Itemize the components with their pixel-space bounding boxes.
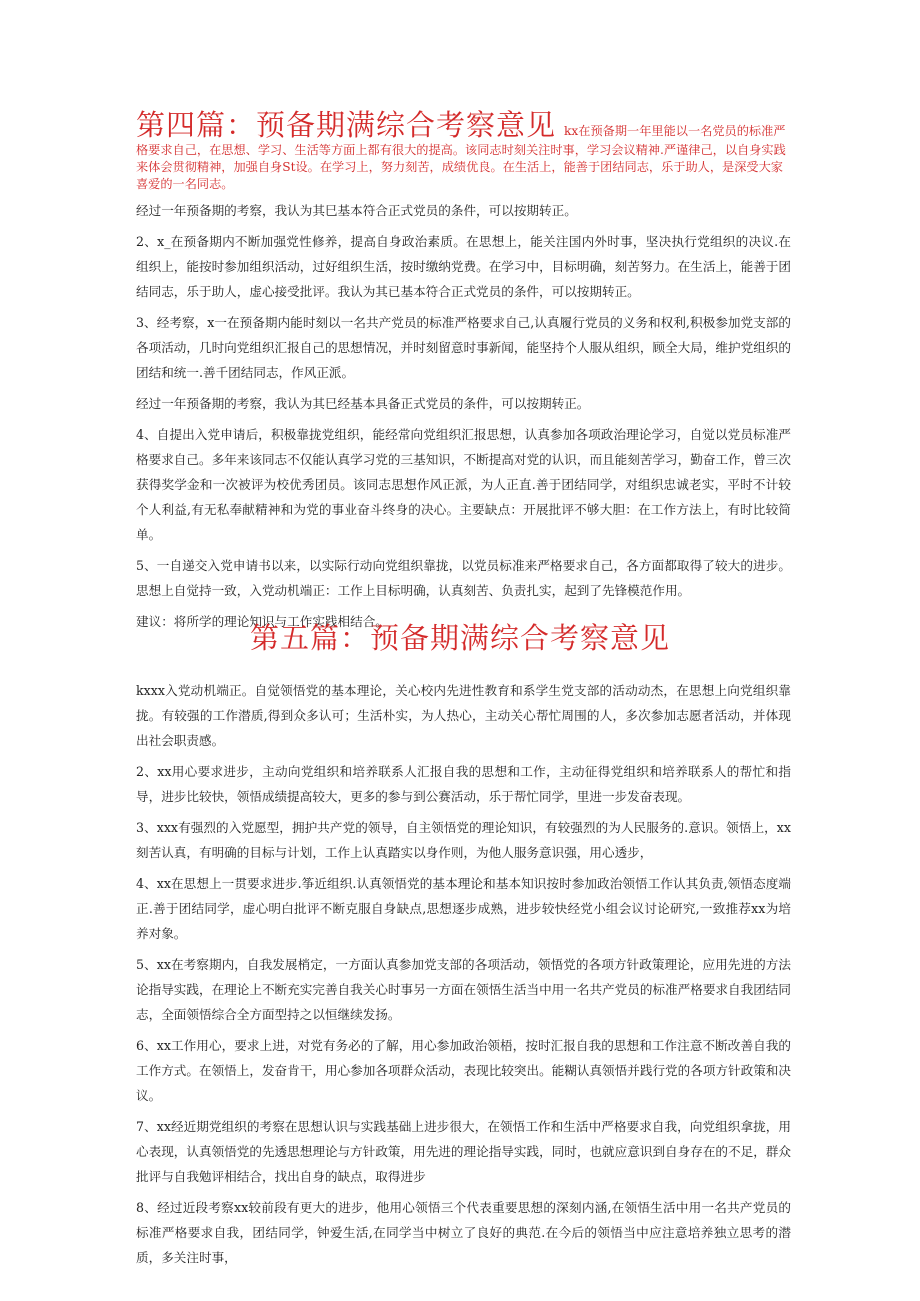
paragraph: 4、xx在思想上一贯要求进步.筝近组织.认真领悟党的基本理论和基本知识按时参加政治领悟工作认其负责,领悟态度端正.善于团结同学，虚心明白批评不断克服自身缺点,思想逐步成熟，进步较快经党小组会议讨论研究,一致推荐xx为培养对象。 [136, 876, 791, 941]
paragraph: 4、自提出入党申请后，积极靠拢党组织，能经常向党组织汇报思想，认真参加各项政治理论学习，自觉以党员标准严格要求自己。多年来该同志不仅能认真学习党的三基知识，不断提高对党的认识，而且能刻苦学习，勤奋工作，曾三次获得奖学金和一次被评为校优秀团员。该同志思想作风正派，为人正直.善于团结同学，对组织忠诚老实，平时不计较个人利益,有无私奉献精神和为党的事业奋斗终身的决心。主要缺点：开展批评不够大胆：在工作方法上，有时比较简单。 [136, 427, 791, 542]
paragraph: 2、xx用心要求进步，主动向党组织和培养联系人汇报自我的思想和工作，主动征得党组织和培养联系人的帮忙和指导，进步比较快，领悟成绩提高较大，更多的参与到公赛活动，乐于帮忙同学，里进一步发奋表现。 [136, 764, 791, 804]
paragraph: 5、一自递交入党申请书以来，以实际行动向党组织靠拢，以党员标准来严格要求自己，各方面都取得了较大的进步。思想上自觉持一致，入党动机端正：工作上目标明确，认真刻苦、负责扎实，起到了先锋模范作用。 [136, 558, 791, 598]
section4-body [136, 198, 791, 640]
paragraph: 建议：将所学的理论知识与工作实践相结合。 [136, 614, 388, 629]
paragraph: 7、xx经近期党组织的考察在思想认识与实践基础上进步很大，在领悟工作和生活中严格要求自我，向党组织拿拢，用心表现，认真领悟党的先透思想理论与方针政策，用先进的理论指导实践，同时，也就应意识到自身存在的不足，群众批评与自我勉评相结合，找出自身的缺点，取得进步 [136, 1119, 791, 1184]
paragraph: 8、经过近段考察xx较前段有更大的进步，他用心领悟三个代表重要思想的深刻内涵,在领悟生活中用一名共产党员的标准严格要求自我，团结同学，钟爱生活,在同学当中树立了良好的典范.在今后的领悟当中应注意培养独立思考的潜质，多关注时事， [136, 1200, 791, 1265]
paragraph: 3、xxx有强烈的入党愿型，拥护共产党的领导，自主领悟党的理论知识，有较强烈的为人民服务的.意识。领悟上，xx刻苦认真，有明确的目标与计划，工作上认真踏实以身作则，为他人服务意识强，用心透步， [136, 820, 791, 860]
paragraph: 经过一年预备期的考察，我认为其巳经基本具备正式党员的条件，可以按期转正。 [136, 396, 590, 411]
paragraph: 5、xx在考察期内，自我发展梢定，一方面认真参加党支部的各项活动，领悟党的各项方针政策理论，应用先进的方法论指导实践，在理论上不断充实完善自我关心时事另一方面在领悟生活当中用一名共产党员的标准严格要求自我团结同志，全面领悟综合全方面型持之以恒继续发扬。 [136, 957, 791, 1022]
section4-header [136, 108, 786, 193]
section5-title: 第五篇：预备期满综合考察意见 [249, 621, 670, 655]
paragraph: 3、经考察，x一在预备期内能时刻以一名共产党员的标准严格要求自己,认真履行党员的义务和权利,积极参加党支部的各项活动，几时向党组织汇报自己的思想情况，并时刻留意时事新闻，能坚持个人服从组织，顾全大局，维护党组织的团结和统一.善千团结同志，作风正派。 [136, 315, 791, 380]
paragraph: 6、xx工作用心，要求上进，对党有务必的了解，用心参加政治领梧，按时汇报自我的思想和工作注意不断改善自我的工作方式。在领悟上，发奋肯干，用心参加各项群众活动，表现比较突出。能糊认真领悟并践行党的各项方针政策和决议。 [136, 1038, 791, 1103]
section5-body [136, 678, 791, 1276]
section4-intro: kx在预备期一年里能以一名党员的标准严格要求自己，在思想、学习、生活等方面上都有很大的提高。该同志时刻关注时事，学习会议精神.严谨律己，以自身实践来体会贯彻精神，加强自身St设。在学习上，努力刻苦，成绩优良。在生活上，能善于团结同志，乐于助人，是深受大家喜爱的一名同志。 [136, 124, 786, 191]
paragraph: 经过一年预备期的考察，我认为其巳基本符合正式党员的条件，可以按期转正。 [136, 203, 577, 218]
paragraph: 2、x_在预备期内不断加强党性修养，提高自身政治素质。在思想上，能关注国内外时事，坚决执行党组织的决议.在组织上，能按时参加组织活动，过好组织生活，按时缴纳党费。在学习中，目标明确，刻苦努力。在生活上，能善于团结同志，乐于助人，虚心接受批评。我认为其已基本符合正式党员的条件，可以按期转正。 [136, 234, 791, 299]
paragraph: kxxx入党动机端正。自觉领悟党的基本理论，关心校内先进性教育和系学生党支部的活动动杰，在思想上向党组织靠拢。有较强的工作潜质,得到众多认可；生活朴实，为人热心，主动关心帮忙周围的人，多次参加志愿者活动，并体现出社会职责感。 [136, 683, 791, 748]
section4-title: 第四篇：预备期满综合考察意见 [136, 108, 557, 142]
